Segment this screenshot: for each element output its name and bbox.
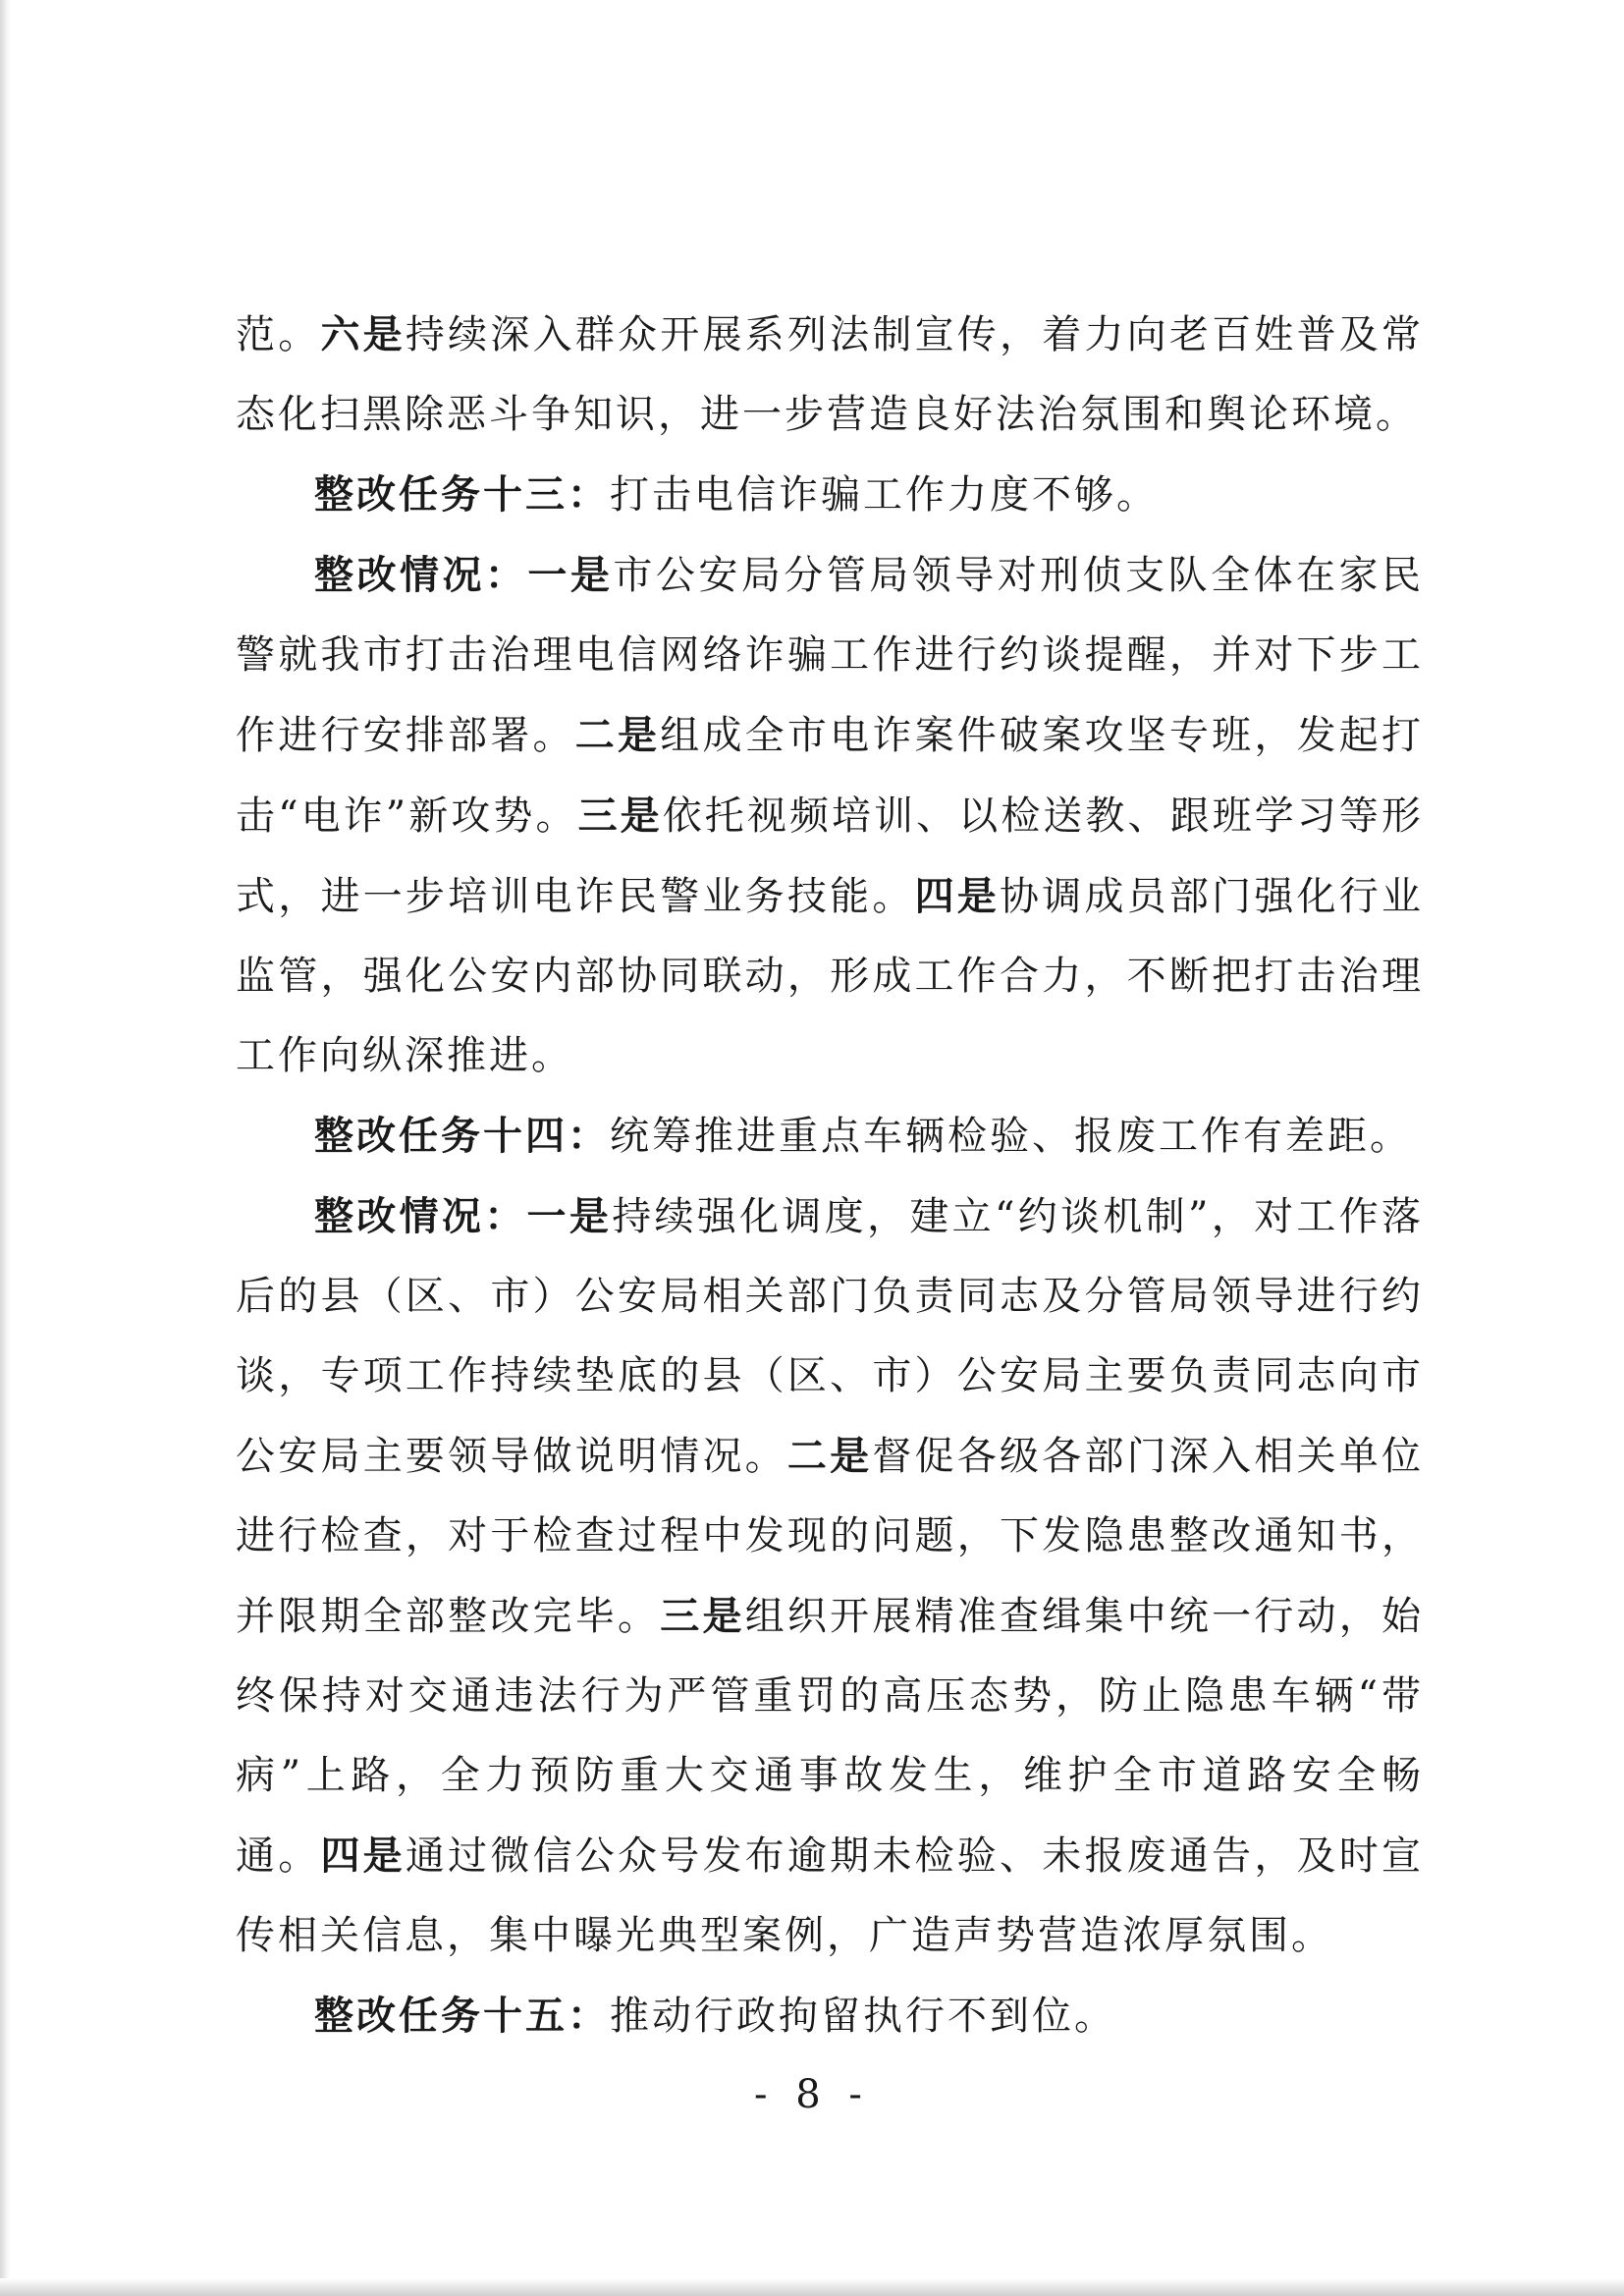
bold-text-run: 二是	[786, 1433, 873, 1479]
bold-text-run: 三是	[660, 1593, 745, 1639]
bold-text-run: 整改任务十四：	[314, 1113, 610, 1159]
bold-text-run: 四是	[320, 1832, 406, 1879]
paragraph	[236, 1096, 1424, 1176]
paragraph	[236, 295, 1424, 455]
text-run: 组成全市电诈案件破案攻坚专班，发起打击“电诈”新攻势。	[236, 713, 1425, 839]
text-run: 协调成员部门强化行业监管，强化公安内部协同联动，形成工作合力，不断把打击治理工作向纵深推进。	[236, 874, 1425, 1078]
text-run: 组织开展精准查缉集中统一行动，始终保持对交通违法行为严管重罚的高压态势，防止隐患车辆“带病”上路，全力预防重大交通事故发生，维护全市道路安全畅通。	[236, 1594, 1425, 1879]
text-run: 持续深入群众开展系列法制宣传，着力向老百姓普及常态化扫黑除恶斗争知识，进一步营造良好法治氛围和舆论环境。	[236, 312, 1425, 437]
text-run: 范。	[236, 312, 321, 357]
bold-text-run: 整改情况：一是	[314, 552, 614, 598]
scan-edge-shadow	[0, 0, 10, 2296]
page-number: - 8 -	[754, 2072, 870, 2117]
text-run: 督促各级各部门深入相关单位进行检查，对于检查过程中发现的问题，下发隐患整改通知书，并限期全部整改完毕。	[236, 1434, 1425, 1639]
text-run: 持续强化调度，建立“约谈机制”，对工作落后的县（区、市）公安局相关部门负责同志及分管局领导进行约谈，专项工作持续垫底的县（区、市）公安局主要负责同志向市公安局主要领导做说明情况。	[236, 1194, 1425, 1479]
bold-text-run: 整改任务十五：	[314, 1993, 610, 2039]
bold-text-run: 三是	[577, 793, 663, 839]
bold-text-run: 六是	[320, 311, 406, 357]
text-run: 通过微信公众号发布逾期未检验、未报废通告，及时宣传相关信息，集中曝光典型案例，广造声势营造浓厚氛围。	[236, 1833, 1425, 1958]
bold-text-run: 四是	[914, 873, 1001, 919]
paragraph	[236, 1176, 1424, 1976]
paragraph	[236, 1976, 1424, 2056]
bold-text-run: 整改情况：一是	[314, 1193, 613, 1239]
text-run: 市公安局分管局领导对刑侦支队全体在家民警就我市打击治理电信网络诈骗工作进行约谈提醒，并对下步工作进行安排部署。	[236, 553, 1425, 758]
document-body	[236, 295, 1424, 2056]
scan-bottom-shadow	[0, 2278, 1624, 2296]
bold-text-run: 整改任务十三：	[314, 471, 610, 518]
paragraph	[236, 535, 1424, 1096]
bold-text-run: 二是	[574, 712, 661, 758]
text-run: 推动行政拘留执行不到位。	[610, 1994, 1116, 2039]
paragraph	[236, 455, 1424, 535]
text-run: 依托视频培训、以检送教、跟班学习等形式，进一步培训电诈民警业务技能。	[236, 793, 1425, 919]
text-run: 打击电信诈骗工作力度不够。	[610, 472, 1159, 518]
text-run: 统筹推进重点车辆检验、报废工作有差距。	[610, 1114, 1412, 1159]
